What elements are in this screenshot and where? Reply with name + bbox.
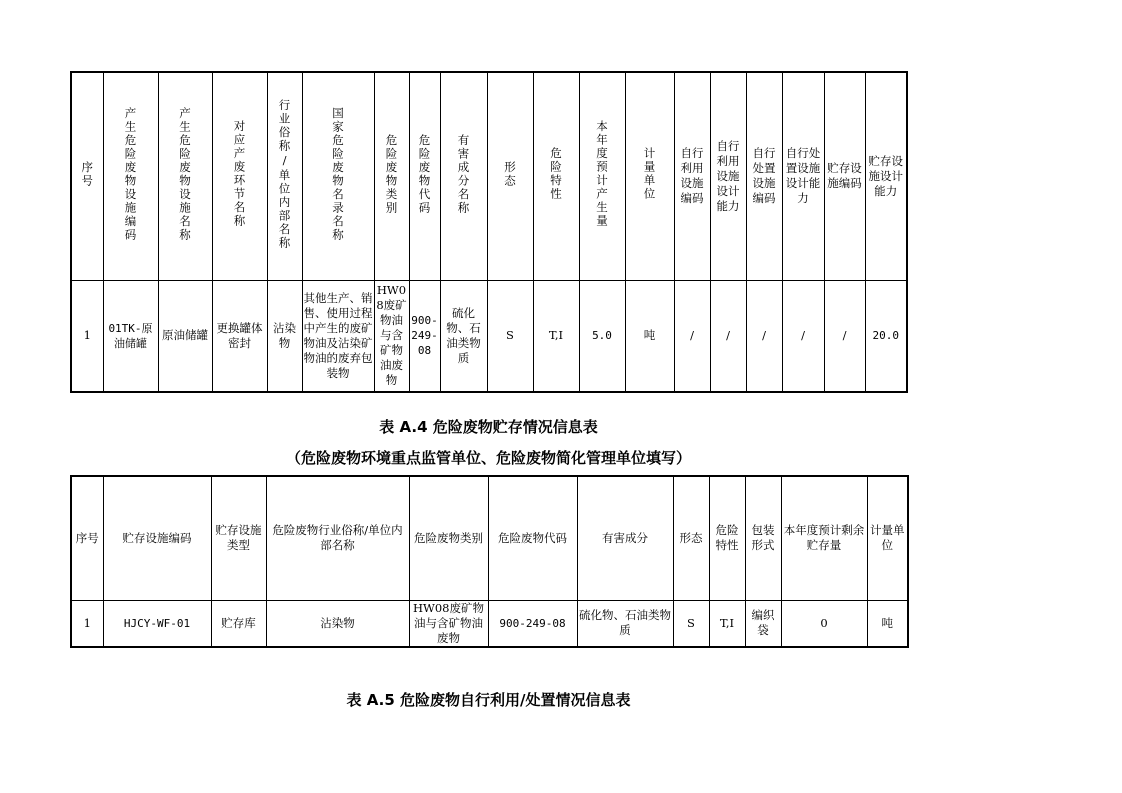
cell-form: S — [487, 280, 533, 392]
subcaption-a4: （危险废物环境重点监管单位、危险废物简化管理单位填写） — [285, 449, 691, 467]
hazardous-waste-storage-table — [70, 475, 909, 648]
cell-unit: 吨 — [867, 600, 908, 647]
cell-form: S — [673, 600, 709, 647]
header-cell: 序号 — [71, 476, 103, 600]
cell-storage-code: HJCY-WF-01 — [103, 600, 211, 647]
cell-hazard: T,I — [709, 600, 745, 647]
header-cell: 贮存设施编码 — [824, 72, 865, 280]
header-cell: 自行处置设施设计能力 — [782, 72, 824, 280]
header-cell: 形态 — [487, 72, 533, 280]
cell-packaging: 编织袋 — [745, 600, 781, 647]
header-cell: 危险废物类别 — [374, 72, 409, 280]
cell-components: 硫化物、石油类物质 — [577, 600, 673, 647]
header-cell: 产生危险废物设施名称 — [158, 72, 212, 280]
cell-hazard: T,I — [533, 280, 579, 392]
header-cell: 贮存设施类型 — [211, 476, 266, 600]
header-cell: 自行利用设施编码 — [674, 72, 710, 280]
header-cell: 贮存设施设计能力 — [865, 72, 907, 280]
cell-storage-code: / — [824, 280, 865, 392]
cell-no: 1 — [71, 600, 103, 647]
header-cell: 危险废物类别 — [409, 476, 488, 600]
header-cell: 危险废物行业俗称/单位内部名称 — [266, 476, 409, 600]
caption-a5: 表 A.5 危险废物自行利用/处置情况信息表 — [346, 691, 631, 709]
header-cell: 有害成分 — [577, 476, 673, 600]
header-cell: 本年度预计剩余贮存量 — [781, 476, 867, 600]
header-cell: 本年度预计产生量 — [579, 72, 625, 280]
header-cell: 产生危险废物设施编码 — [103, 72, 158, 280]
header-cell: 国家危险废物名录名称 — [302, 72, 374, 280]
cell-facility-name: 原油储罐 — [158, 280, 212, 392]
cell-facility-code: 01TK-原油储罐 — [103, 280, 158, 392]
cell-no: 1 — [71, 280, 103, 392]
header-cell: 自行处置设施编码 — [746, 72, 782, 280]
cell-category: HW08废矿物油与含矿物油废物 — [374, 280, 409, 392]
header-cell: 危险废物代码 — [409, 72, 440, 280]
header-cell: 危险废物代码 — [488, 476, 577, 600]
hazardous-waste-generation-table — [70, 71, 908, 393]
header-cell: 包装形式 — [745, 476, 781, 600]
header-cell: 序号 — [71, 72, 103, 280]
cell-catalog-name: 其他生产、销售、使用过程中产生的废矿物油及沾染矿物油的废弃包装物 — [302, 280, 374, 392]
cell-self-disposal-capacity: / — [782, 280, 824, 392]
cell-unit: 吨 — [625, 280, 674, 392]
cell-storage-capacity: 20.0 — [865, 280, 907, 392]
cell-self-use-capacity: / — [710, 280, 746, 392]
header-cell: 对应产废环节名称 — [212, 72, 267, 280]
caption-a4: 表 A.4 危险废物贮存情况信息表 — [379, 418, 598, 436]
header-cell: 自行利用设施设计能力 — [710, 72, 746, 280]
header-cell: 有害成分名称 — [440, 72, 487, 280]
cell-storage-type: 贮存库 — [211, 600, 266, 647]
cell-common-name: 沾染物 — [267, 280, 302, 392]
cell-category: HW08废矿物油与含矿物油废物 — [409, 600, 488, 647]
cell-self-disposal-code: / — [746, 280, 782, 392]
header-cell: 计量单位 — [625, 72, 674, 280]
header-cell: 危险特性 — [709, 476, 745, 600]
header-cell: 计量单位 — [867, 476, 908, 600]
cell-components: 硫化物、石油类物质 — [440, 280, 487, 392]
header-cell: 行业俗称/单位内部名称 — [267, 72, 302, 280]
header-cell: 贮存设施编码 — [103, 476, 211, 600]
cell-remaining: 0 — [781, 600, 867, 647]
header-cell: 危险特性 — [533, 72, 579, 280]
cell-process: 更换罐体密封 — [212, 280, 267, 392]
header-cell: 形态 — [673, 476, 709, 600]
cell-self-use-code: / — [674, 280, 710, 392]
cell-code: 900-249-08 — [488, 600, 577, 647]
cell-annual-amount: 5.0 — [579, 280, 625, 392]
cell-code: 900-249-08 — [409, 280, 440, 392]
cell-common-name: 沾染物 — [266, 600, 409, 647]
